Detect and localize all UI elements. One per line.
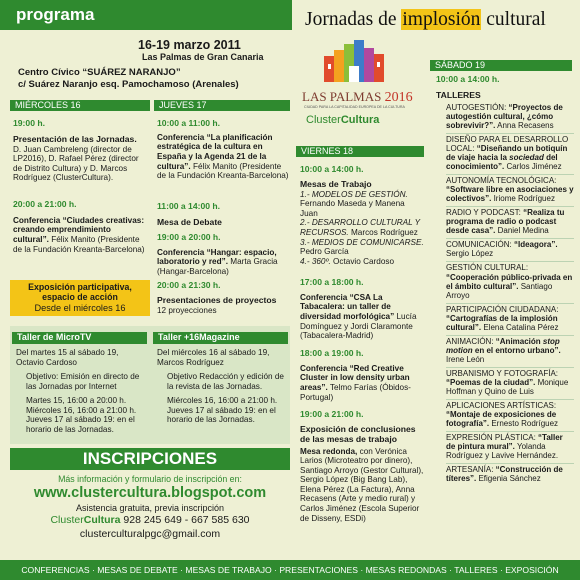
schedule-line: Miércoles 16, 16:00 a 21:00 h. (167, 396, 278, 406)
workshop-list (446, 103, 574, 486)
workshop-title: “Taller de pintura mural”. (446, 432, 563, 451)
schedule-line: Jueves 17 al sábado 19: en el horario de las Jornadas. (167, 405, 276, 425)
session-time: 20:00 a 21:00 h. (13, 199, 77, 209)
las-palmas-2016-logo (298, 40, 413, 138)
workshop-speaker: Daniel Medina (495, 226, 549, 236)
workshop-category: APLICACIONES ARTÍSTICAS: (446, 400, 557, 410)
session-time: 19:00 a 21:00 h. (300, 409, 364, 419)
workshop-speaker: Carlos Jiménez (504, 162, 562, 172)
workshop-item (446, 238, 574, 258)
session-time: 10:00 a 14:00 h. (300, 164, 364, 174)
inscripciones-body (10, 474, 290, 540)
thursday-header: JUEVES 17 (154, 100, 290, 111)
event-venue-2: c/ Suárez Naranjo esq. Pamochamoso (Arenales) (18, 79, 239, 90)
session-title: Mesa de Debate (157, 216, 222, 227)
session-title: Conferencia “Red Creative Cluster in low density urban areas”. (300, 363, 410, 392)
jornadas-title (305, 9, 546, 32)
workshop-item (446, 261, 574, 299)
event-dates: 16-19 marzo 2011 (138, 38, 241, 52)
event-venue-1: Centro Cívico “SUÁREZ NARANJO” (18, 67, 181, 78)
session-title: Exposición de conclusiones de las mesas de trabajo (300, 423, 416, 444)
session-time: 19:00 a 20:00 h. (157, 232, 221, 242)
saturday-header: SÁBADO 19 (430, 60, 572, 71)
workshop-category: PARTICIPACIÓN CIUDADANA: (446, 304, 559, 314)
schedule-line: Martes 15, 16:00 a 20:00 h. (26, 396, 127, 406)
session-title: Conferencia “La planificación estratégica de la cultura en España y la Agenda 21 de la cultura”. (157, 132, 273, 171)
footer-bar: CONFERENCIAS · MESAS DE DEBATE · MESAS DE TRABAJO · PRESENTACIONES · MESAS REDONDAS · TALLERES · EXPOSICIÓN (0, 560, 580, 580)
workshop-item (446, 206, 574, 235)
thursday-session-3 (157, 233, 289, 277)
roundtable-title: Mesa redonda, (300, 446, 358, 456)
session-time: 18:00 a 19:00 h. (300, 348, 364, 358)
microtv-host: Octavio Cardoso (16, 357, 77, 367)
session-note: 12 proyecciones (157, 305, 217, 315)
workshop-category: ARTESANÍA: (446, 465, 496, 475)
workshop-category: COMUNICACIÓN: (446, 240, 514, 250)
workshop-title: “Montaje de exposiciones de fotografía”. (446, 409, 557, 428)
workshop-title: “Software libre en asociaciones y colectivos”. (446, 185, 574, 204)
session-speakers: D. Juan Cambreleng (director de LP2016), D. Rafael Pérez (director de Distrito Cultura) y D. Marcos Rodríguez (ClusterCultura). (13, 144, 139, 183)
workshop-title: “Ideagora”. (514, 240, 558, 250)
jornadas-pre: Jornadas de (305, 9, 402, 30)
workshop-category: AUTONOMÍA TECNOLÓGICA: (446, 176, 557, 186)
magazine-host: Marcos Rodríguez (157, 357, 224, 367)
microtv-dates: Del martes 15 al sábado 19, (16, 348, 119, 357)
workshop-speaker: Anna Recasens (495, 121, 554, 131)
workshop-item (446, 303, 574, 332)
contact-email[interactable]: clusterculturalpgc@gmail.com (79, 527, 221, 540)
session-time: 20:00 a 21:30 h. (157, 280, 221, 290)
inscripciones-header: INSCRIPCIONES (10, 448, 290, 470)
logo-year: 2016 (384, 90, 413, 105)
exposition-line-1: Exposición participativa, (28, 282, 132, 292)
workshop-category: GESTIÓN CULTURAL: (446, 263, 529, 273)
wednesday-session-1 (13, 119, 146, 183)
session-time: 17:00 a 18:00 h. (300, 277, 364, 287)
microtv-header: Taller de MicroTV (12, 332, 147, 344)
workshop-category: ANIMACIÓN: (446, 336, 496, 346)
wednesday-header: MIÉRCOLES 16 (10, 100, 150, 111)
microtv-objective: Objetivo: Emisión en directo de las Jornadas por Internet (26, 372, 140, 391)
session-title: Conferencia “Ciudades creativas: creando emprendimiento cultural”. (13, 215, 145, 244)
workshop-title: “Diseñando un botiquín de viaje hacia la sociedad del conocimiento”. (446, 144, 568, 172)
workshop-speaker: Efigenia Sánchez (476, 474, 541, 484)
logo-sub: CIUDAD PARA LA CAPITALIDAD EUROPEA DE LA CULTURA (304, 105, 405, 109)
inscripciones-info: Más información y formulario de inscripción en: (58, 474, 242, 484)
exposition-box (10, 280, 150, 316)
session-speakers: Telmo Farías (Óbidos-Portugal) (300, 383, 411, 402)
session-speakers: Marta Gracia (Hangar-Barcelona) (157, 257, 278, 276)
event-city: Las Palmas de Gran Canaria (142, 52, 264, 62)
workshop-item (446, 431, 574, 460)
workshop-title: “Cartografías de la implosión cultural”. (446, 313, 558, 332)
session-speakers: Félix Manito (Presidente de la Fundación Kreanta-Barcelona) (13, 235, 145, 254)
session-text (157, 248, 289, 277)
exposition-line-2: espacio de acción (42, 292, 118, 303)
session-text (300, 447, 424, 523)
session-text (13, 216, 149, 254)
logo-name (302, 89, 413, 106)
workshop-title: “Proyectos de autogestión cultural, ¿cómo sobrevivir?”. (446, 103, 563, 131)
session-text (300, 293, 424, 341)
session-text (300, 364, 424, 402)
blog-link[interactable]: www.clustercultura.blogspot.com (33, 485, 267, 502)
saturday-time: 10:00 a 14:00 h. (436, 74, 500, 84)
workshop-item (446, 463, 574, 483)
session-text (157, 133, 289, 181)
logo-city: LAS PALMAS (302, 89, 382, 104)
contact-phones: ClusterCultura 928 245 649 - 667 585 630 (50, 514, 250, 527)
session-time: 11:00 a 14:00 h. (157, 201, 221, 211)
workshop-speaker: Monique Hoffman y Quino de Luis (446, 377, 569, 396)
workshop-title: “Cooperación público-privada en el ámbito cultural”. (446, 272, 573, 291)
wednesday-session-2 (13, 200, 149, 254)
session-title: Presentación de las Jornadas. (13, 133, 137, 144)
workshop-title: “Construcción de títeres”. (446, 465, 563, 484)
jornadas-post: cultural (481, 9, 546, 30)
friday-session-3 (300, 349, 424, 402)
workshop-speaker: Elena Catalina Pérez (481, 322, 559, 332)
castle-icon (320, 40, 390, 86)
thursday-session-2 (157, 202, 289, 228)
workshop-category: AUTOGESTIÓN: (446, 103, 509, 112)
microtv-schedule (16, 396, 146, 434)
workshop-item (446, 103, 574, 130)
session-time: 19:00 h. (13, 118, 46, 128)
workshop-title: “Poemas de la ciudad”. (446, 377, 536, 387)
worktable-4: 4.- 360º. Octavio Cardoso (300, 256, 395, 266)
magazine-body (157, 348, 287, 425)
workshop-speaker: Ernesto Rodríguez (489, 418, 559, 428)
worktable-3: 3.- MEDIOS DE COMUNICARSE. Pedro García (300, 237, 424, 257)
session-speakers: Félix Manito (Presidente de la Fundación Kreanta-Barcelona) (157, 161, 289, 181)
session-time: 10:00 a 11:00 h. (157, 118, 221, 128)
magazine-schedule (157, 396, 287, 425)
session-title: Mesas de Trabajo (300, 178, 372, 189)
workshop-category: DISEÑO PARA EL DESARROLLO LOCAL: (446, 135, 569, 154)
jornadas-emph: implosión (402, 9, 481, 30)
friday-header: VIERNES 18 (296, 146, 424, 157)
workshop-item (446, 174, 574, 203)
workshop-category: URBANISMO Y FOTOGRAFÍA: (446, 368, 559, 378)
session-title: Conferencia “CSA La Tabacalera: un taller de diversidad morfológica” (300, 292, 395, 321)
saturday-title: TALLERES (436, 90, 481, 100)
clustercultura-logo: ClusterCultura (306, 114, 380, 126)
schedule-line: Miércoles 16, 16:00 a 21:00 h. (26, 405, 137, 415)
workshop-speaker: Santiago Arroyo (446, 281, 553, 300)
worktable-2: 2.- DESARROLLO CULTURAL Y RECURSOS. Marcos Rodríguez (300, 218, 420, 237)
workshop-item (446, 335, 574, 364)
magazine-dates: Del miércoles 16 al sábado 19, (157, 348, 270, 357)
workshop-title: “Realiza tu programa de radio o podcast desde casa”. (446, 208, 565, 236)
magazine-header: Taller +16Magazine (153, 332, 288, 344)
workshop-item (446, 399, 574, 428)
workshop-speaker: Sergio López (446, 249, 494, 259)
free-attendance: Asistencia gratuita, previa inscripción (75, 503, 225, 514)
roundtable-speakers: con Verónica Larios (Microteatro por dinero), Santiago Arroyo (Gestor Cultural), Sergio López (Big Bang Lab), Elena Pérez (La Factura), Anna Recasens (Arte y medio rural) y Carlos Jiménez (Escola Superior de Disseny, ESDi) (300, 446, 424, 523)
workshop-item (446, 367, 574, 396)
session-speakers: Lucía Domínguez y Jordi Claramonte (Tabacalera-Madrid) (300, 312, 417, 341)
workshop-category: RADIO Y PODCAST: (446, 208, 524, 218)
workshop-speaker: Yolanda Rodríguez y Lavive Hernández. (446, 442, 559, 461)
session-title: Conferencia “Hangar: espacio, laboratorio y red”. (157, 247, 277, 267)
friday-session-2 (300, 278, 424, 341)
microtv-body (16, 348, 146, 434)
session-title: Presentaciones de proyectos (157, 294, 277, 305)
schedule-line: Jueves 17 al sábado 19: en el horario de las Jornadas. (26, 415, 135, 434)
friday-session-1 (300, 165, 424, 266)
thursday-session-1 (157, 119, 289, 181)
friday-session-4 (300, 410, 424, 523)
programa-label: programa (16, 5, 95, 24)
workshop-category: EXPRESIÓN PLÁSTICA: (446, 432, 539, 442)
workshop-title: “Animación stop motion en el entorno urbano”. (446, 336, 561, 355)
thursday-session-4 (157, 281, 289, 315)
workshop-speaker: Irene León (446, 354, 485, 364)
workshop-speaker: Iriome Rodríguez (491, 194, 555, 204)
worktable-1: 1.- MODELOS DE GESTIÓN. Fernando Maseda y Manena Juan (300, 189, 408, 218)
exposition-line-3: Desde el miércoles 16 (34, 303, 126, 314)
magazine-objective: Objetivo Redacción y edición de la revista de las Jornadas. (167, 372, 284, 391)
workshop-item (446, 133, 574, 171)
